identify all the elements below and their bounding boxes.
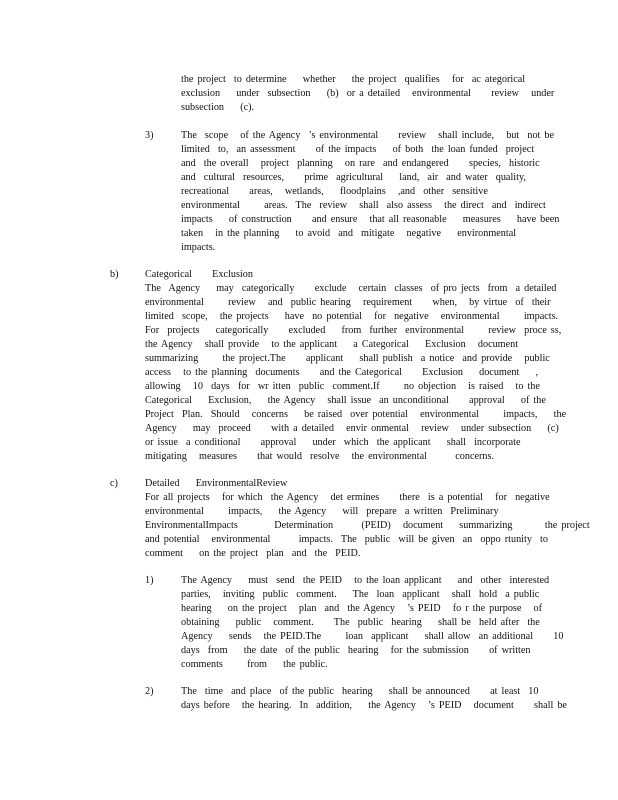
paragraph-line: EnvironmentalImpacts Determination (PEID) document summarizing the project (145, 520, 590, 531)
paragraph-line: comment on the project plan and the PEID. (145, 548, 361, 559)
paragraph-line: Categorical Exclusion, the Agency shall issue an unconditional approval of the (145, 395, 546, 406)
paragraph-line: The Agency may categorically exclude certain classes of pro jects from a detailed (145, 283, 557, 294)
paragraph-line: Project Plan. Should concerns be raised over potential environmental impacts, the (145, 409, 567, 420)
paragraph-line: subsection (c). (181, 102, 255, 113)
paragraph-line: parties, inviting public comment. The loan applicant shall hold a public (181, 589, 540, 600)
paragraph-line: mitigating measures that would resolve the environmental concerns. (145, 451, 495, 462)
paragraph-line: For all projects for which the Agency det ermines there is a potential for negative (145, 492, 550, 503)
paragraph-line: exclusion under subsection (b) or a detailed environmental review under (181, 88, 555, 99)
paragraph-line: impacts of construction and ensure that all reasonable measures have been (181, 214, 560, 225)
section-c-heading: Detailed EnvironmentalReview (145, 478, 288, 489)
paragraph-line: The Agency must send the PEID to the loan applicant and other interested (181, 575, 550, 586)
section-c-marker: c) (110, 478, 118, 489)
paragraph-line: access to the planning documents and the Categorical Exclusion document , (145, 367, 539, 378)
paragraph-line: Agency may proceed with a detailed envir onmental review under subsection (c) (145, 423, 559, 434)
paragraph-line: environmental review and public hearing requirement when, by virtue of their (145, 297, 551, 308)
paragraph-line: the project to determine whether the project qualifies for ac ategorical (181, 74, 526, 85)
paragraph-line: The time and place of the public hearing shall be announced at least 10 (181, 686, 539, 697)
paragraph-line: allowing 10 days for wr itten public comment.If no objection is raised to the (145, 381, 540, 392)
paragraph-line: obtaining public comment. The public hearing shall be held after the (181, 617, 540, 628)
paragraph-line: Agency sends the PEID.The loan applicant shall allow an additional 10 (181, 631, 564, 642)
paragraph-line: days before the hearing. In addition, the Agency ’s PEID document shall be (181, 700, 567, 711)
item-1-marker: 1) (145, 575, 154, 586)
paragraph-line: and potential environmental impacts. The public will be given an oppo rtunity to (145, 534, 548, 545)
paragraph-line: or issue a conditional approval under which the applicant shall incorporate (145, 437, 521, 448)
section-b-marker: b) (110, 269, 119, 280)
paragraph-line: impacts. (181, 242, 216, 253)
section-b-heading: Categorical Exclusion (145, 269, 253, 280)
item-3-marker: 3) (145, 130, 154, 141)
paragraph-line: the Agency shall provide to the applicant a Categorical Exclusion document (145, 339, 519, 350)
item-2-marker: 2) (145, 686, 154, 697)
paragraph-line: summarizing the project.The applicant shall publish a notice and provide public (145, 353, 550, 364)
paragraph-line: taken in the planning to avoid and mitigate negative environmental (181, 228, 517, 239)
paragraph-line: The scope of the Agency ’s environmental review shall include, but not be (181, 130, 555, 141)
paragraph-line: and cultural resources, prime agricultural land, air and water quality, (181, 172, 526, 183)
paragraph-line: limited to, an assessment of the impacts of both the loan funded project (181, 144, 535, 155)
paragraph-line: hearing on the project plan and the Agency ’s PEID fo r the purpose of (181, 603, 543, 614)
paragraph-line: For projects categorically excluded from further environmental review proce ss, (145, 325, 562, 336)
paragraph-line: recreational areas, wetlands, floodplains ,and other sensitive (181, 186, 488, 197)
paragraph-line: days from the date of the public hearing for the submission of written (181, 645, 531, 656)
paragraph-line: comments from the public. (181, 659, 328, 670)
paragraph-line: environmental impacts, the Agency will prepare a written Preliminary (145, 506, 499, 517)
paragraph-line: and the overall project planning on rare and endangered species, historic (181, 158, 540, 169)
paragraph-line: limited scope, the projects have no potential for negative environmental impacts. (145, 311, 559, 322)
paragraph-line: environmental areas. The review shall also assess the direct and indirect (181, 200, 546, 211)
